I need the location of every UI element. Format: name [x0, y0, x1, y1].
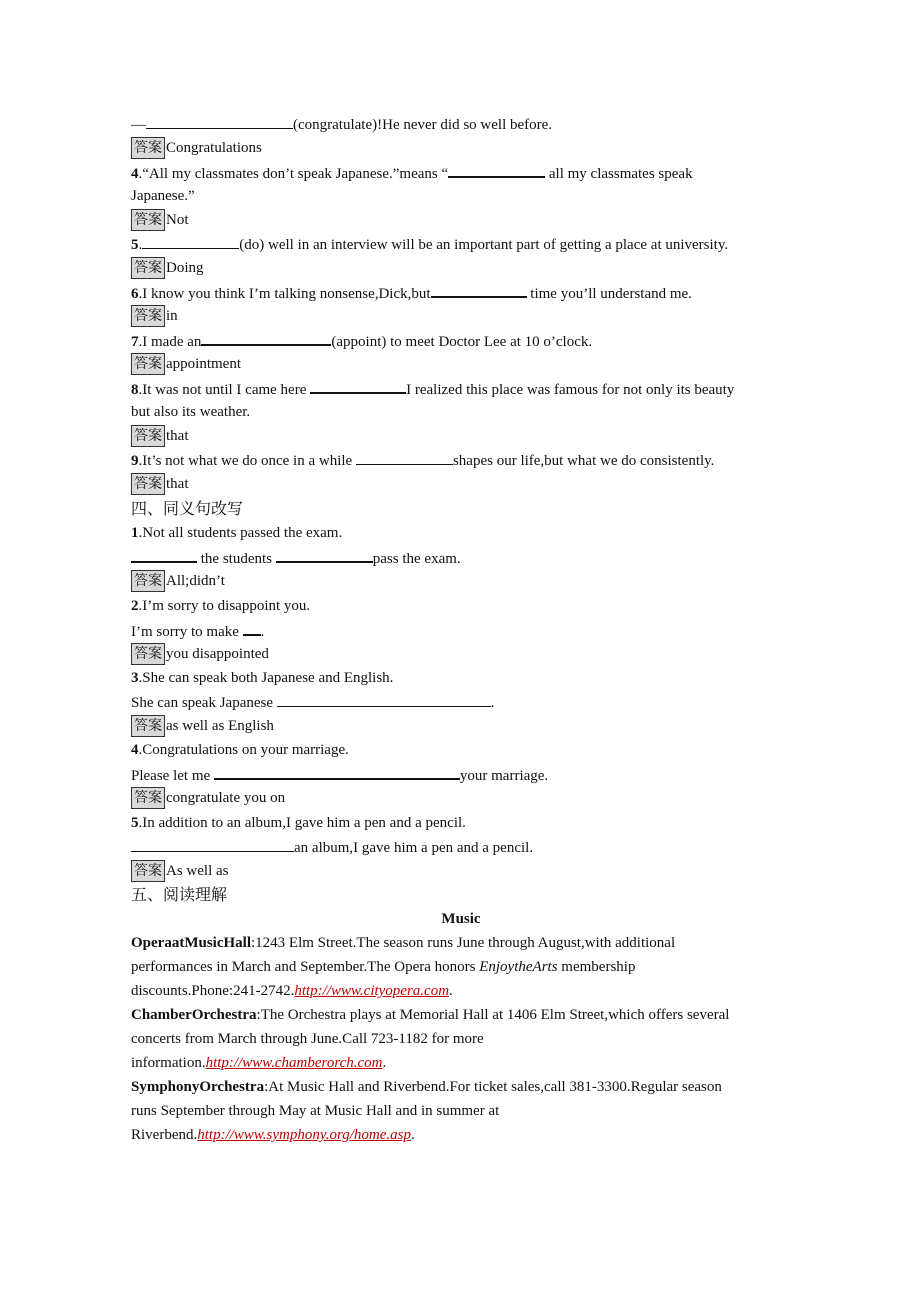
s4-item4-text-2: your marriage. [459, 768, 549, 784]
q6-number: 6 [131, 286, 139, 302]
s4-item-number: 4 [131, 742, 139, 758]
opera-phone: discounts.Phone:241-2742. [131, 983, 295, 999]
q6-text: .I know you think I’m talking nonsense,Dick,but [138, 286, 431, 302]
q6-text-2: time you’ll understand me. [526, 286, 692, 302]
answer-badge[interactable]: 答案 [131, 570, 165, 592]
q6-answer-row [131, 304, 791, 328]
q9-answer: that [166, 476, 189, 492]
s4-item4-line1 [131, 738, 791, 762]
opera-text: :1243 Elm Street.The season runs June through August,with additional [251, 935, 676, 951]
q4-line [131, 160, 791, 184]
s4-item1-line2 [131, 545, 791, 569]
q7-line [131, 328, 791, 352]
chamber-name: ChamberOrchestra [131, 1007, 257, 1023]
s4-item2-text-2: . [260, 624, 265, 640]
q6-line [131, 280, 791, 304]
s4-item-number: 1 [131, 525, 139, 541]
s4-item3-original: .She can speak both Japanese and English. [138, 670, 394, 686]
s4-item5-line1 [131, 811, 791, 835]
s4-item4-text: Please let me [131, 768, 214, 784]
q8-text: .It was not until I came here [138, 382, 311, 398]
answer-badge[interactable]: 答案 [131, 137, 165, 159]
answer-badge[interactable]: 答案 [131, 643, 165, 665]
chamber-link[interactable]: http://www.chamberorch.com [205, 1055, 383, 1071]
q6-answer: in [166, 308, 178, 324]
s4-item2-answer-row [131, 642, 791, 666]
q3-answer-row [131, 136, 791, 160]
chamber-text-2: concerts from March through June.Call 723-1182 for more [131, 1031, 484, 1047]
opera-line-3 [131, 979, 791, 1003]
s4-item2-blank[interactable] [243, 618, 261, 636]
s4-item3-answer-row [131, 714, 791, 738]
chamber-line-1 [131, 1003, 791, 1027]
q3-dash: — [131, 117, 146, 133]
s4-item4-answer: congratulate you on [166, 790, 286, 806]
q4-text: .“All my classmates don’t speak Japanese.”means “ [138, 166, 449, 182]
q8-text-3: but also its weather. [131, 404, 251, 420]
q5-answer-row [131, 256, 791, 280]
chamber-end: . [382, 1055, 387, 1071]
q5-blank[interactable] [142, 232, 239, 249]
opera-end: . [449, 983, 453, 999]
chamber-text: :The Orchestra plays at Memorial Hall at 1406 Elm Street,which offers several [256, 1007, 730, 1023]
q4-answer-row [131, 208, 791, 232]
symphony-link[interactable]: http://www.symphony.org/home.asp [197, 1127, 411, 1143]
s4-item3-answer: as well as English [166, 718, 274, 734]
s4-item5-original: .In addition to an album,I gave him a pen and a pencil. [138, 815, 466, 831]
s4-item4-line2 [131, 762, 791, 786]
s4-item1-original: .Not all students passed the exam. [138, 525, 343, 541]
q5-text-2: (do) well in an interview will be an important part of getting a place at university. [239, 237, 729, 253]
q7-text: .I made an [138, 334, 202, 350]
q9-text: .It’s not what we do once in a while [138, 453, 356, 469]
q4-text-2: all my classmates speak [545, 166, 693, 182]
s4-item1-text-2: pass the exam. [372, 551, 461, 567]
symphony-line-1 [131, 1075, 791, 1099]
symphony-name: SymphonyOrchestra [131, 1079, 265, 1095]
q9-text-2: shapes our life,but what we do consistently. [452, 453, 715, 469]
s4-item3-text: She can speak Japanese [131, 695, 277, 711]
symphony-text-2: runs September through May at Music Hall and in summer at [131, 1103, 500, 1119]
q3-line [131, 112, 791, 136]
s4-item5-answer: As well as [166, 863, 229, 879]
s4-item2-line2 [131, 618, 791, 642]
answer-badge[interactable]: 答案 [131, 209, 165, 231]
s4-item3-line2 [131, 690, 791, 714]
symphony-end: . [410, 1127, 415, 1143]
opera-text-2: performances in March and September.The Opera honors [131, 959, 480, 975]
section5-heading: 五、阅读理解 [131, 885, 228, 904]
q4-number: 4 [131, 166, 139, 182]
q3-answer: Congratulations [166, 140, 262, 156]
chamber-line-3 [131, 1051, 791, 1075]
s4-item1-line1 [131, 521, 791, 545]
answer-badge[interactable]: 答案 [131, 787, 165, 809]
q8-blank[interactable] [310, 376, 406, 394]
opera-line-2 [131, 955, 791, 979]
q7-text-2: (appoint) to meet Doctor Lee at 10 o’clock. [331, 334, 593, 350]
answer-badge[interactable]: 答案 [131, 353, 165, 375]
symphony-line-3 [131, 1123, 791, 1147]
s4-item-number: 5 [131, 815, 139, 831]
q5-line [131, 232, 791, 256]
s4-item1-answer: All;didn’t [166, 573, 225, 589]
s4-item2-line1 [131, 594, 791, 618]
s4-item1-text: the students [197, 551, 276, 567]
s4-item4-original: .Congratulations on your marriage. [138, 742, 349, 758]
chamber-text-3: information. [131, 1055, 206, 1071]
answer-badge[interactable]: 答案 [131, 473, 165, 495]
q8-answer: that [166, 428, 189, 444]
s4-item5-line2 [131, 835, 791, 859]
opera-line-1 [131, 931, 791, 955]
q8-text-2: I realized this place was famous for not only its beauty [406, 382, 735, 398]
opera-link[interactable]: http://www.cityopera.com [294, 983, 450, 999]
s4-item-number: 2 [131, 598, 139, 614]
s4-item3-line1 [131, 666, 791, 690]
answer-badge[interactable]: 答案 [131, 715, 165, 737]
q4-text-3: Japanese.” [131, 188, 195, 204]
symphony-text-3: Riverbend. [131, 1127, 198, 1143]
answer-badge[interactable]: 答案 [131, 257, 165, 279]
s4-item4-blank[interactable] [214, 762, 460, 780]
q4-blank[interactable] [448, 160, 545, 178]
symphony-text: :At Music Hall and Riverbend.For ticket sales,call 381-3300.Regular season [264, 1079, 722, 1095]
s4-item4-answer-row [131, 786, 791, 810]
answer-badge[interactable]: 答案 [131, 425, 165, 447]
q3-text: (congratulate)!He never did so well before. [293, 117, 553, 133]
q8-line [131, 376, 791, 400]
s4-item-number: 3 [131, 670, 139, 686]
q7-number: 7 [131, 334, 139, 350]
s4-item1-blank-1[interactable] [131, 545, 197, 563]
s4-item5-text: an album,I gave him a pen and a pencil. [294, 840, 534, 856]
answer-badge[interactable]: 答案 [131, 305, 165, 327]
opera-program-name: EnjoytheArts [479, 959, 558, 975]
s4-item2-original: .I’m sorry to disappoint you. [138, 598, 311, 614]
section4-heading: 四、同义句改写 [131, 499, 244, 518]
q4-answer: Not [166, 212, 189, 228]
s4-item2-text: I’m sorry to make [131, 624, 243, 640]
s4-item3-blank[interactable] [277, 690, 491, 707]
q7-answer: appointment [166, 356, 241, 372]
q8-answer-row [131, 424, 791, 448]
q6-blank[interactable] [431, 280, 527, 298]
q7-blank[interactable] [201, 328, 331, 346]
opera-name: OperaatMusicHall [131, 935, 251, 951]
s4-item5-answer-row [131, 859, 791, 883]
s4-item1-blank-2[interactable] [276, 545, 373, 563]
s4-item1-answer-row [131, 569, 791, 593]
q5-text: . [138, 237, 143, 253]
q8-number: 8 [131, 382, 139, 398]
q5-answer: Doing [166, 260, 204, 276]
q9-line [131, 448, 791, 472]
q3-blank[interactable] [146, 112, 293, 129]
q9-answer-row [131, 472, 791, 496]
q5-number: 5 [131, 237, 139, 253]
q9-blank[interactable] [356, 448, 453, 465]
s4-item2-answer: you disappointed [166, 646, 269, 662]
s4-item3-text-2: . [490, 695, 495, 711]
answer-badge[interactable]: 答案 [131, 860, 165, 882]
q9-number: 9 [131, 453, 139, 469]
opera-text-3: membership [557, 959, 636, 975]
s4-item5-blank[interactable] [131, 835, 294, 852]
q7-answer-row [131, 352, 791, 376]
passage-title: Music [441, 911, 481, 927]
